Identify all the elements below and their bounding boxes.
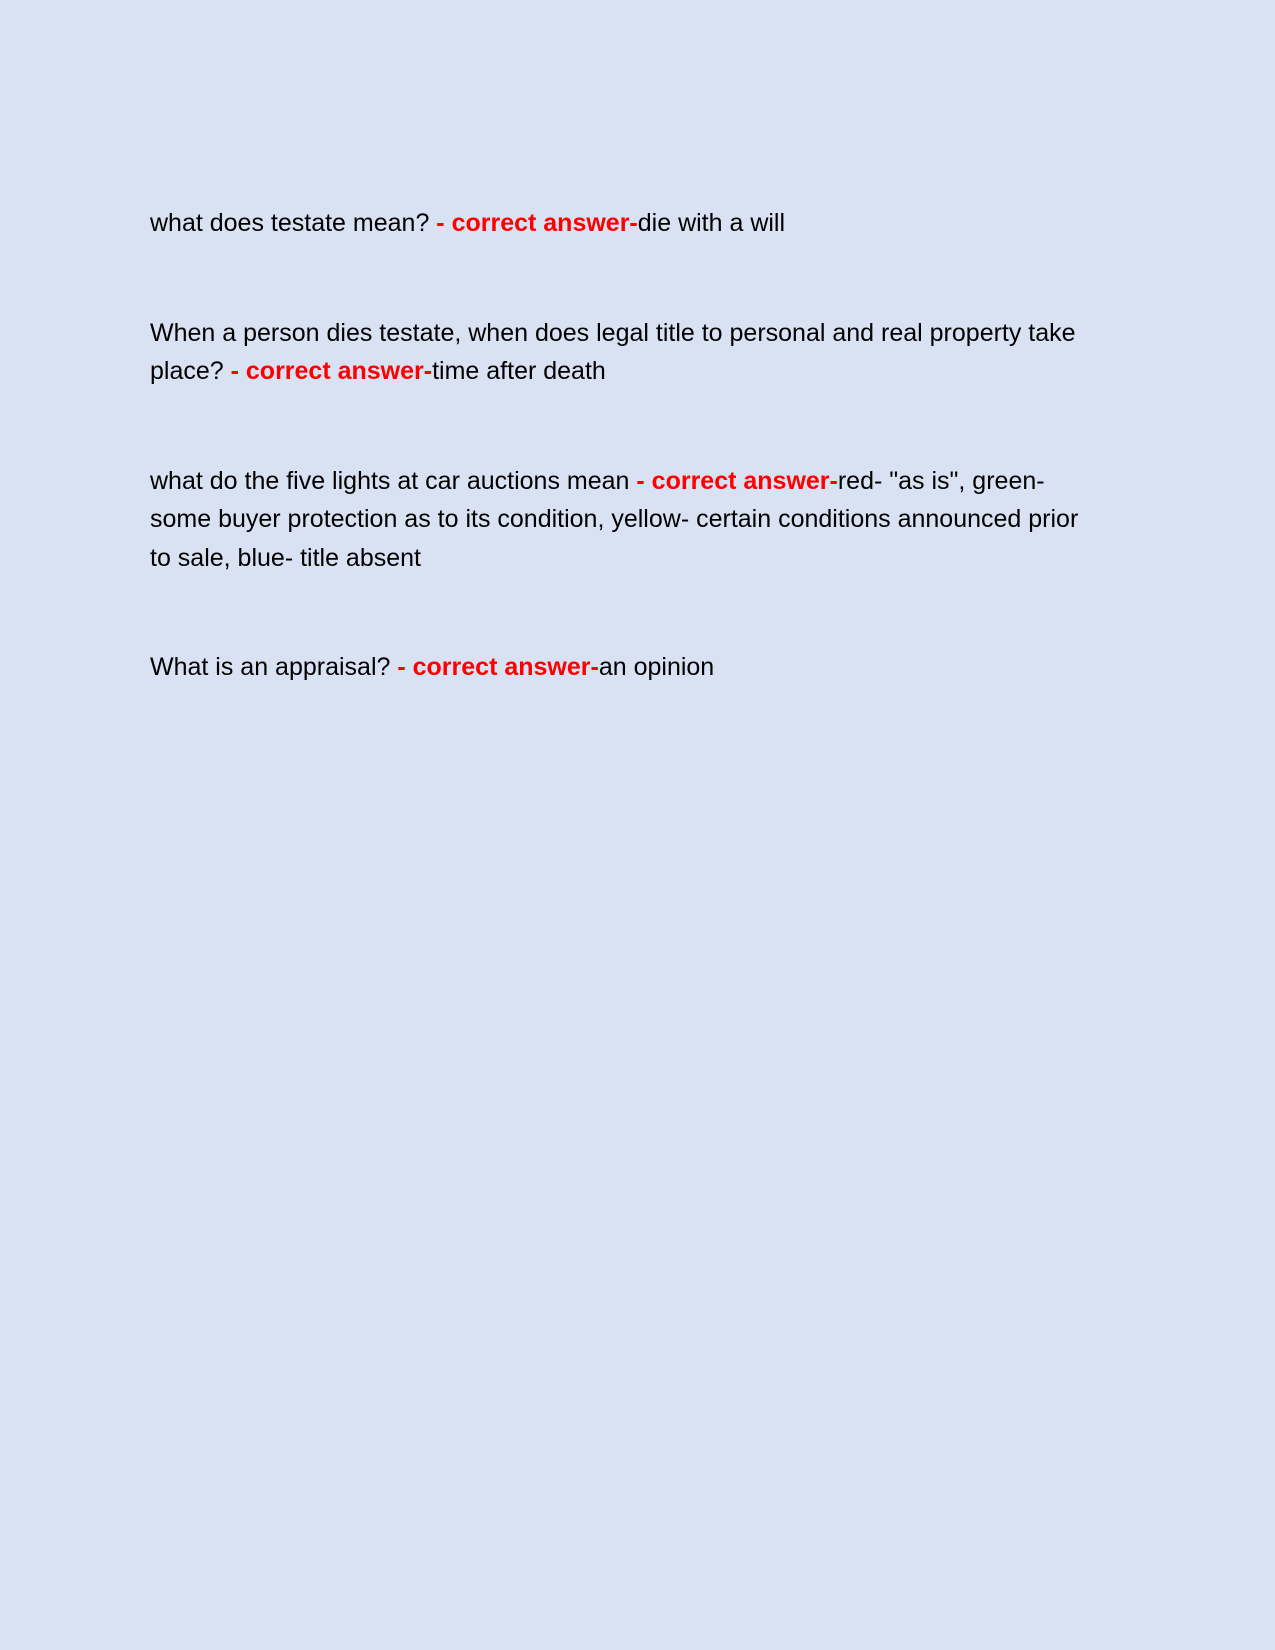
question-text: What is an appraisal? xyxy=(150,653,398,681)
answer-text: an opinion xyxy=(598,653,715,681)
qa-item xyxy=(150,314,1105,391)
question-text: When a person dies testate, when does legal title to personal and real property take place? xyxy=(150,318,1076,385)
correct-answer-marker: - correct answer- xyxy=(230,357,433,385)
answer-text: red- "as is", green- some buyer protection as to its condition, yellow- certain conditions announced prior to sale, blue- title absent xyxy=(150,466,1079,572)
qa-item xyxy=(150,462,1105,578)
correct-answer-marker: - correct answer- xyxy=(636,466,838,495)
qa-list xyxy=(150,204,1105,687)
answer-text: die with a will xyxy=(637,209,786,237)
answer-text: time after death xyxy=(432,357,606,385)
correct-answer-marker: - correct answer- xyxy=(397,653,599,681)
qa-item xyxy=(150,204,1105,243)
question-text: what does testate mean? xyxy=(150,209,437,237)
qa-item xyxy=(150,648,1105,687)
correct-answer-marker: - correct answer- xyxy=(436,209,638,237)
question-text: what do the five lights at car auctions mean xyxy=(150,466,637,495)
